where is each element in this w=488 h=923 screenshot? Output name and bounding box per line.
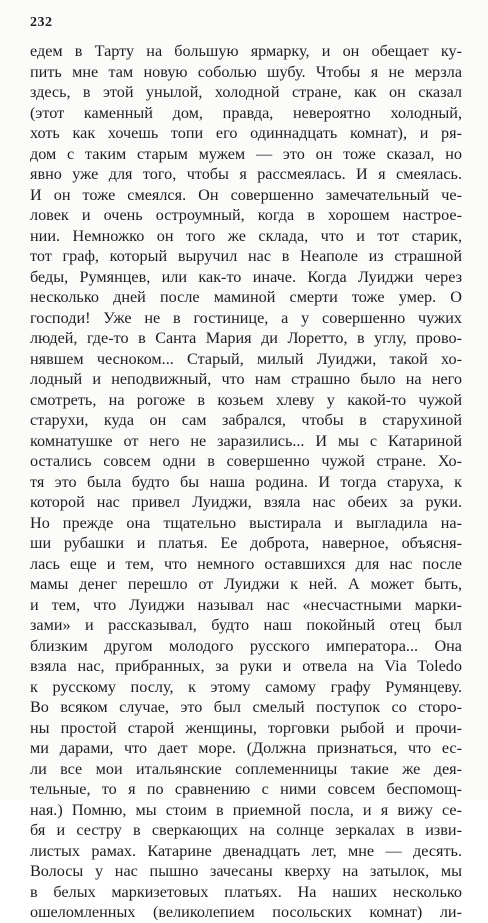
text-line: едем в Тарту на большую ярмарку, и он обещает ку- [30,42,462,60]
text-line: ошеломленных (великолепием посольских комнат) ли- [30,903,462,921]
text-line: мамы денег перешло от Луиджи к ней. А может быть, [30,575,462,593]
text-line: явно уже для того, чтобы я рассмеялась. И я смеялась. [30,165,462,183]
text-line: И он тоже смеялся. Он совершенно замечательный че- [30,185,462,204]
text-line: ли все мои итальянские соплеменницы такие же дея- [30,759,462,778]
text-line: смотреть, на рогоже в козьем хлеву у какой-то чужой [30,390,462,409]
text-line: лась еще и тем, что немного оставшихся для нас после [30,554,462,573]
text-line: ная.) Помню, мы стоим в приемной посла, и я вижу се- [30,800,462,819]
text-line: беды, Румянцев, или как-то иначе. Когда Луиджи через [30,267,462,286]
text-line: Волосы у нас пышно зачесаны кверху на затылок, мы [30,862,462,880]
text-line: старухи, куда он сам забрался, чтобы в старухиной [30,411,462,429]
text-line: ми дарами, что дает море. (Должна признаться, что ес- [30,739,462,757]
text-line: Во всяком случае, это был смелый поступок со сторо- [30,698,462,716]
text-line: господи! Уже не в гостинице, а у совершенно чужих [30,308,462,327]
text-line: тя это была будто бы наша родина. И тогда старуха, к [30,472,462,491]
text-line: ны простой старой женщины, торговки рыбой и прочи- [30,718,462,737]
text-line: которой нас привел Луиджи, взяла нас обеих за руки. [30,493,462,511]
text-line: комнатушке от него не заразились... И мы с Катариной [30,431,462,450]
text-line: здесь, в этой унылой, холодной стране, как он сказал [30,83,462,101]
text-line: Но прежде она тщательно выстирала и выгладила на- [30,513,462,532]
text-line: бя и сестру в сверкающих на солнце зеркалах в изви- [30,821,462,839]
text-line: тот граф, который выручил нас в Неаполе из страшной [30,247,462,265]
text-line: ши рубашки и платья. Ее доброта, наверное, объясня- [30,534,462,552]
text-line: листых рамах. Катарине двенадцать лет, мне — десять. [30,841,462,860]
text-line: и тем, что Луиджи называл нас «несчастными марки- [30,595,462,614]
text-line: к русскому послу, к этому самому графу Румянцеву. [30,677,462,696]
text-line: в белых маркизетовых платьях. На наших несколько [30,882,462,901]
text-line: лодный и неподвижный, что нам страшно было на него [30,370,462,388]
text-line: дом с таким старым мужем — это он тоже сказал, но [30,144,462,163]
text-line: нявшем чесноком... Старый, милый Луиджи, такой хо- [30,349,462,368]
text-line: тельные, то я по сравнению с ними совсем беспомощ- [30,780,462,798]
text-line: зами» и рассказывал, будто наш покойный отец был [30,616,462,634]
body-text [30,41,462,923]
text-line: хоть как хочешь топи его одиннадцать комнат), и ря- [30,124,462,142]
text-line: людей, где-то в Санта Мария ди Лоретто, в углу, прово- [30,329,462,347]
text-line: несколько дней после маминой смерти тоже умер. О [30,288,462,306]
text-line: нии. Немножко он того же склада, что и тот старик, [30,226,462,245]
page-number: 232 [30,15,53,30]
text-line: остались совсем одни в совершенно чужой стране. Хо- [30,452,462,470]
text-line: ловек и очень остроумный, когда в хорошем настрое- [30,206,462,224]
text-line: пить мне там новую соболью шубу. Чтобы я не мерзла [30,62,462,81]
text-line: взяла нас, прибранных, за руки и отвела на Via Toledo [30,657,462,675]
text-line: (этот каменный дом, правда, невероятно холодный, [30,103,462,122]
text-line: близким другом молодого русского императора... Она [30,636,462,655]
